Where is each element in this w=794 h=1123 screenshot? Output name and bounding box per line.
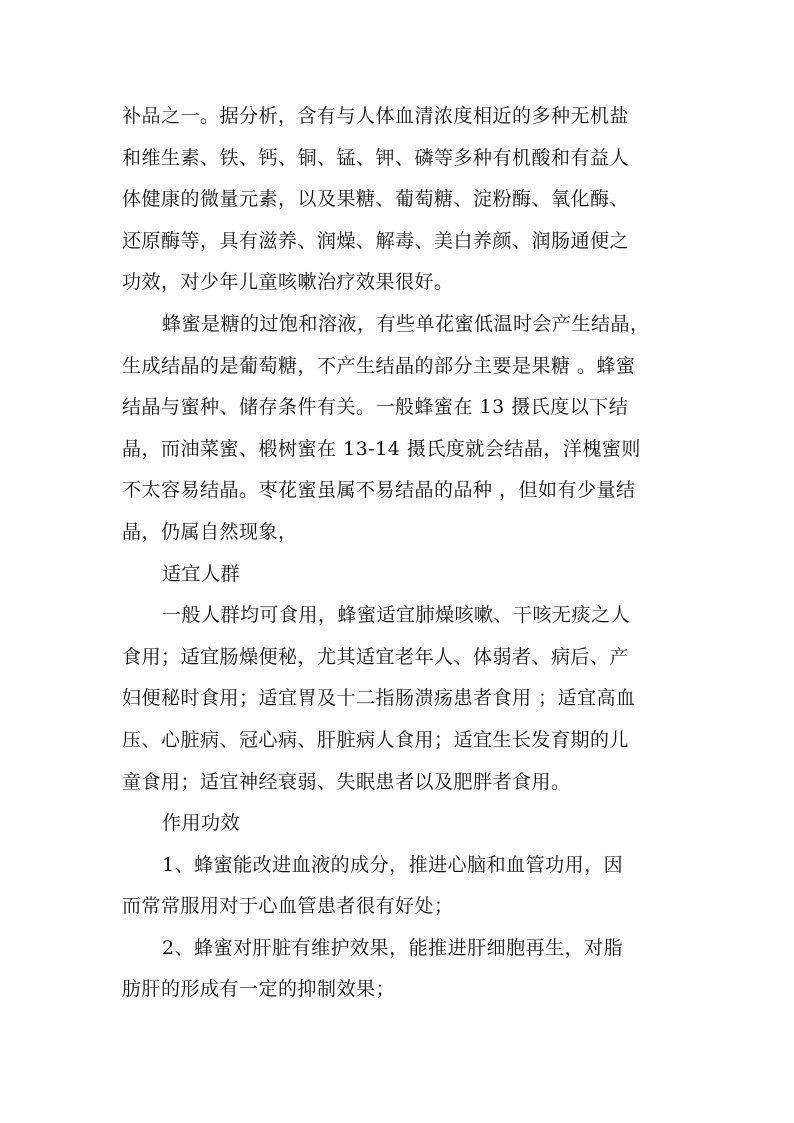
text-line: 生成结晶的是葡萄糖，不产生结晶的部分主要是果糖 。蜂蜜 xyxy=(122,354,636,377)
text-line: 一般人群均可食用，蜂蜜适宜肺燥咳嗽、干咳无痰之人 xyxy=(162,604,631,627)
section-heading: 作用功效 xyxy=(162,812,241,835)
text-line: 晶，仍属自然现象， xyxy=(122,520,298,543)
section-heading: 适宜人群 xyxy=(162,562,241,585)
text-line: 还原酶等，具有滋养、润燥、解毒、美白养颜、润肠通便之 xyxy=(122,229,630,252)
text-line: 食用；适宜肠燥便秘，尤其适宜老年人、体弱者、病后、产 xyxy=(122,645,630,668)
text-line: 妇便秘时食用；适宜胃及十二指肠溃疡患者食用 ；适宜高血 xyxy=(122,687,636,710)
document-body xyxy=(122,96,682,1011)
text-line: 功效，对少年儿童咳嗽治疗效果很好。 xyxy=(122,271,454,294)
text-line: 压、心脏病、冠心病、肝脏病人食用；适宜生长发育期的儿 xyxy=(122,728,630,751)
text-line: 补品之一。据分析，含有与人体血清浓度相近的多种无机盐 xyxy=(122,105,630,127)
text-line: 结晶与蜜种、储存条件有关。一般蜂蜜在 13 摄氏度以下结 xyxy=(122,396,629,419)
text-line: 肪肝的形成有一定的抑制效果； xyxy=(122,978,396,1001)
text-line: 1、蜂蜜能改进血液的成分，推进心脑和血管功用，因 xyxy=(162,853,624,876)
text-line: 而常常服用对于心血管患者很有好处； xyxy=(122,895,454,918)
text-line: 晶，而油菜蜜、椴树蜜在 13-14 摄氏度就会结晶，洋槐蜜则 xyxy=(122,437,641,460)
text-line: 和维生素、铁、钙、铜、锰、钾、磷等多种有机酸和有益人 xyxy=(122,146,630,169)
text-line: 2、蜂蜜对肝脏有维护效果，能推进肝细胞再生，对脂 xyxy=(162,936,624,959)
text-line: 不太容易结晶。枣花蜜虽属不易结晶的品种 ，但如有少量结 xyxy=(122,479,636,502)
text-line: 蜂蜜是糖的过饱和溶液，有些单花蜜低温时会产生结晶， xyxy=(162,312,650,335)
text-line: 体健康的微量元素，以及果糖、葡萄糖、淀粉酶、氧化酶、 xyxy=(122,188,630,211)
text-line: 童食用；适宜神经衰弱、失眠患者以及肥胖者食用。 xyxy=(122,770,571,793)
